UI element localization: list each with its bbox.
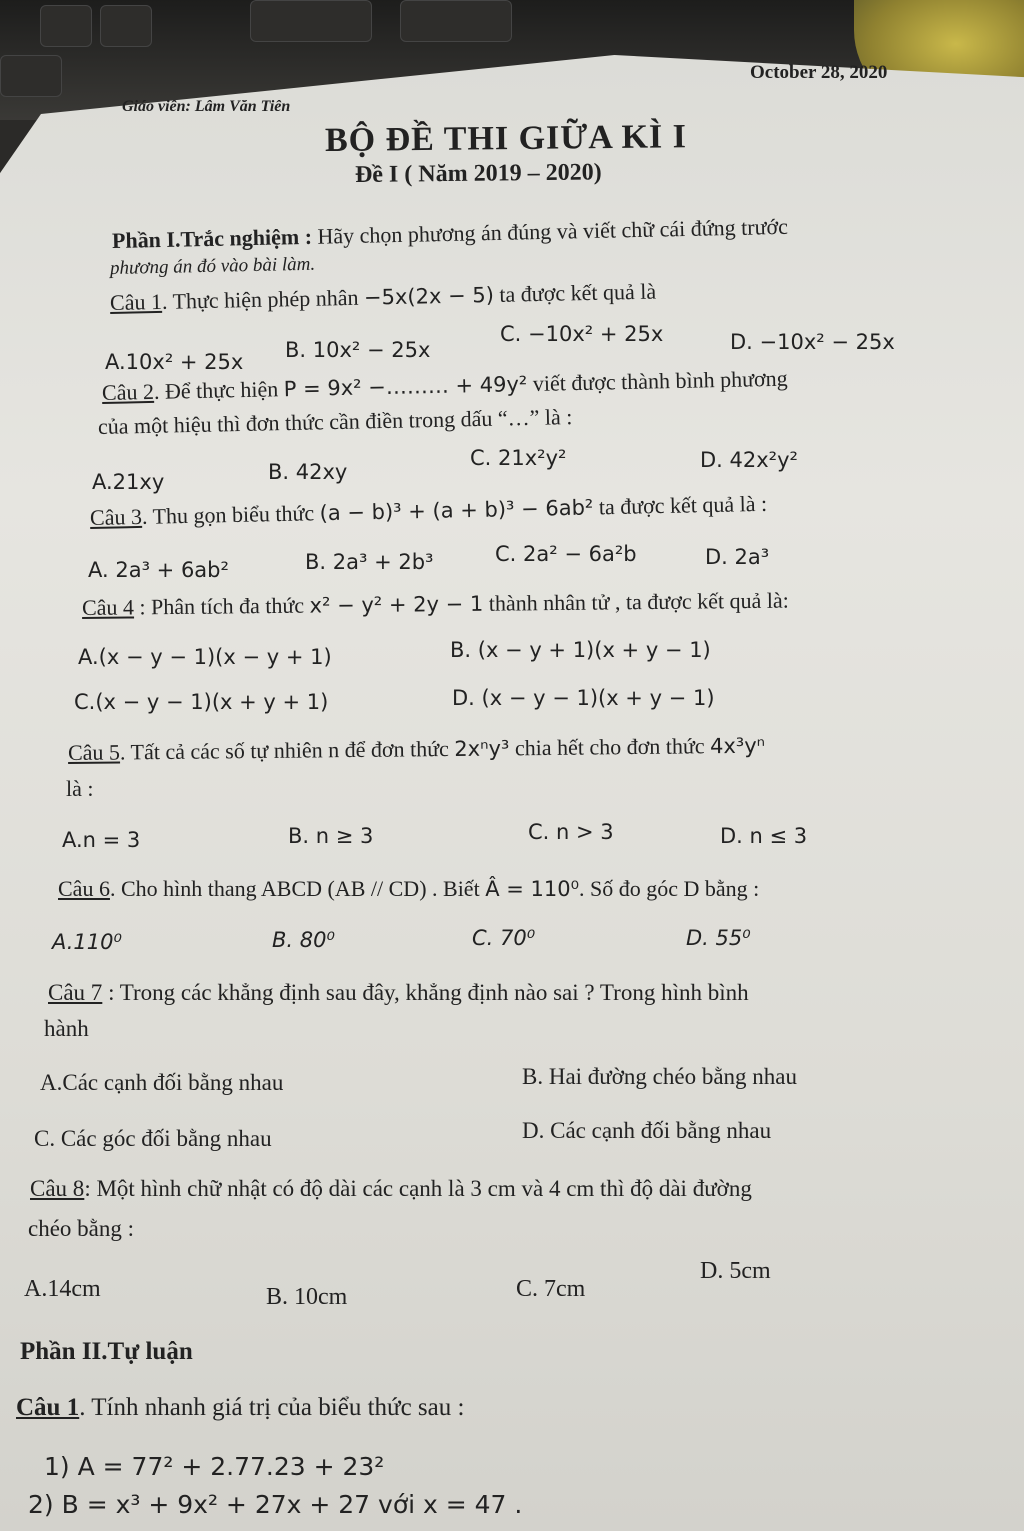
part1-instruction: Hãy chọn phương án đúng và viết chữ cái đứng trước xyxy=(317,213,789,249)
question-6 xyxy=(58,876,759,902)
question-text: thành nhân tử , ta được kết quả là: xyxy=(483,587,789,616)
question-text: ta được kết quả là xyxy=(493,278,657,307)
q2-option-a: A.21xy xyxy=(92,470,165,494)
question-text: . Tất cả các số tự nhiên n để đơn thức xyxy=(119,735,455,765)
q3-option-b: B. 2a³ + 2b³ xyxy=(305,550,434,574)
q8-option-b: B. 10cm xyxy=(266,1284,348,1310)
question-text: . Cho hình thang ABCD (AB // CD) . Biết xyxy=(109,876,486,901)
question-label: Câu 6 xyxy=(58,876,110,901)
page-title: BỘ ĐỀ THI GIỮA KÌ I xyxy=(324,118,688,159)
q1-option-a: A.10x² + 25x xyxy=(105,350,244,374)
q8-option-a: A.14cm xyxy=(24,1276,101,1302)
q6-option-a: A.110⁰ xyxy=(52,930,122,954)
q6-option-c: C. 70⁰ xyxy=(472,926,536,950)
q3-option-d: D. 2a³ xyxy=(705,545,770,569)
question-text: ta được kết quả là : xyxy=(593,490,768,520)
q8-option-c: C. 7cm xyxy=(516,1276,586,1302)
part2-heading: Phần II.Tự luận xyxy=(20,1338,193,1365)
q7-option-d: D. Các cạnh đối bằng nhau xyxy=(522,1118,772,1143)
question-text: chia hết cho đơn thức xyxy=(509,733,711,761)
part2-item-2: 2) B = x³ + 9x² + 27x + 27 với x = 47 . xyxy=(28,1490,523,1519)
part1-instruction-2: phương án đó vào bài làm. xyxy=(109,253,316,279)
q2-option-c: C. 21x²y² xyxy=(470,446,567,470)
q1-option-b: B. 10x² − 25x xyxy=(285,338,431,362)
question-label: Câu 8 xyxy=(30,1176,85,1201)
question-label: Câu 2 xyxy=(101,378,155,405)
q4-option-d: D. (x − y − 1)(x + y − 1) xyxy=(452,686,715,710)
q7-option-b: B. Hai đường chéo bằng nhau xyxy=(522,1064,798,1089)
q5-option-a: A.n = 3 xyxy=(62,828,141,852)
q4-option-b: B. (x − y + 1)(x + y − 1) xyxy=(450,638,711,662)
question-math: Â = 110⁰ xyxy=(485,877,580,901)
q5-option-b: B. n ≥ 3 xyxy=(288,824,374,848)
question-math: (a − b)³ + (a + b)³ − 6ab² xyxy=(319,495,594,526)
question-math: 4x³yⁿ xyxy=(709,733,766,759)
keyboard-key xyxy=(100,5,152,47)
q7-option-a: A.Các cạnh đối bằng nhau xyxy=(40,1070,284,1095)
question-text: . Thu gọn biểu thức xyxy=(141,500,320,529)
q5-option-c: C. n > 3 xyxy=(528,820,614,844)
question-8 xyxy=(30,1176,752,1202)
question-math: 2xⁿy³ xyxy=(454,736,510,761)
keyboard-key xyxy=(0,55,62,97)
q1-option-d: D. −10x² − 25x xyxy=(730,330,895,354)
question-label: Câu 4 xyxy=(81,594,135,620)
q6-option-d: D. 55⁰ xyxy=(686,926,751,950)
question-text: viết được thành bình phương xyxy=(527,365,788,397)
question-text: . Tính nhanh giá trị của biểu thức sau : xyxy=(79,1394,465,1421)
q8-option-d: D. 5cm xyxy=(700,1258,771,1284)
q2-option-d: D. 42x²y² xyxy=(700,448,798,472)
q4-option-a: A.(x − y − 1)(x − y + 1) xyxy=(78,645,332,669)
q6-option-b: B. 80⁰ xyxy=(272,928,335,952)
q8-text-cont: chéo bằng : xyxy=(28,1216,135,1241)
q5-text-cont: là : xyxy=(66,776,94,801)
q3-option-a: A. 2a³ + 6ab² xyxy=(88,558,229,582)
question-text: . Để thực hiện xyxy=(153,376,285,404)
question-math: x² − y² + 2y − 1 xyxy=(309,591,484,618)
question-label: Câu 3 xyxy=(89,503,143,530)
q1-option-c: C. −10x² + 25x xyxy=(500,322,664,346)
question-math: −5x(2x − 5) xyxy=(363,282,495,310)
keyboard-key xyxy=(400,0,512,42)
question-label: Câu 1 xyxy=(109,288,163,315)
question-text: : Phân tích đa thức xyxy=(133,592,310,620)
q4-option-c: C.(x − y − 1)(x + y + 1) xyxy=(74,690,329,714)
question-math: P = 9x² −……… + 49y² xyxy=(283,372,528,402)
q3-option-c: C. 2a² − 6a²b xyxy=(495,542,637,566)
keyboard-key xyxy=(40,5,92,47)
part1-heading: Phần I.Trắc nghiệm : xyxy=(111,223,313,253)
question-label: Câu 1 xyxy=(16,1394,80,1421)
q2-option-b: B. 42xy xyxy=(268,460,348,484)
question-label: Câu 7 xyxy=(48,980,103,1005)
q5-option-d: D. n ≤ 3 xyxy=(720,824,808,848)
question-text: : Trong các khẳng định sau đây, khẳng định nào sai ? Trong hình bình xyxy=(102,980,749,1005)
question-text: . Thực hiện phép nhân xyxy=(161,284,365,314)
question-text: : Một hình chữ nhật có độ dài các cạnh là 3 cm và 4 cm thì độ dài đường xyxy=(84,1176,752,1201)
page-subtitle: Đề I ( Năm 2019 – 2020) xyxy=(354,159,602,188)
teacher-name: Giáo viên: Lâm Văn Tiên xyxy=(122,98,291,115)
question-label: Câu 5 xyxy=(67,739,121,765)
q7-option-c: C. Các góc đối bằng nhau xyxy=(34,1126,272,1151)
keyboard-key xyxy=(250,0,372,42)
question-text: . Số đo góc D bằng : xyxy=(579,876,760,901)
q7-text-cont: hành xyxy=(44,1016,89,1041)
question-7 xyxy=(48,980,749,1006)
q2-text-cont: của một hiệu thì đơn thức cần điền trong dấu “…” là : xyxy=(97,404,573,439)
exam-date: October 28, 2020 xyxy=(750,62,888,83)
part2-question-1 xyxy=(16,1394,464,1422)
part2-item-1: 1) A = 77² + 2.77.23 + 23² xyxy=(44,1452,385,1481)
